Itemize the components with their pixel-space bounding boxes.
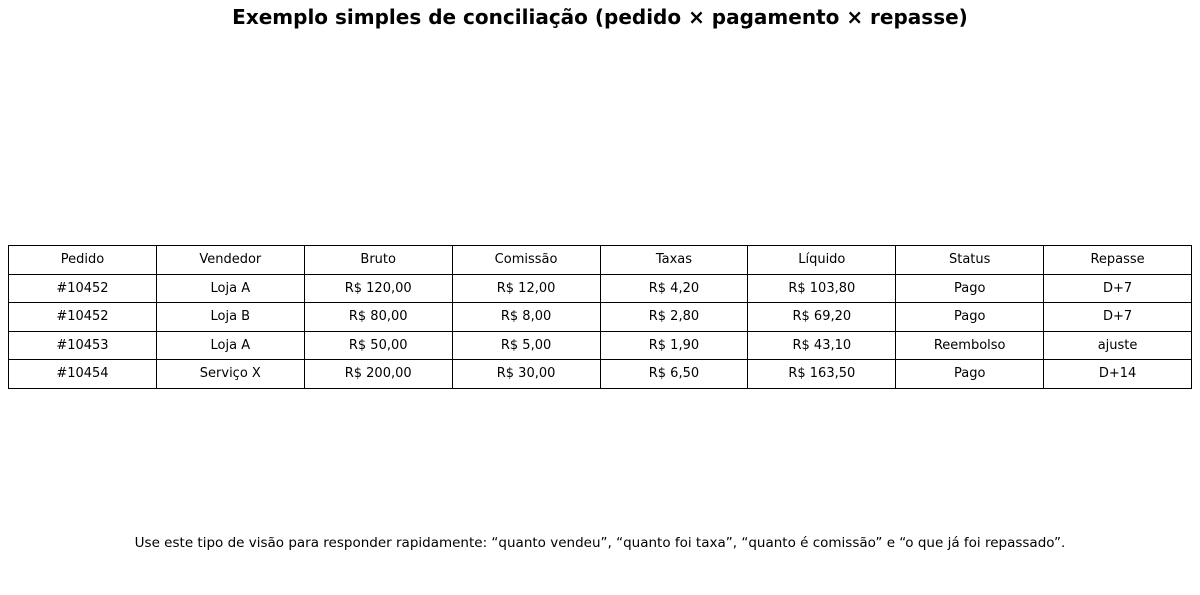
cell-liquido: R$ 103,80 [748, 274, 896, 303]
column-header-pedido: Pedido [9, 246, 157, 275]
cell-bruto: R$ 200,00 [304, 360, 452, 389]
cell-repasse: D+14 [1044, 360, 1192, 389]
cell-status: Reembolso [896, 331, 1044, 360]
cell-comissao: R$ 30,00 [452, 360, 600, 389]
column-header-comissao: Comissão [452, 246, 600, 275]
cell-vendedor: Loja A [156, 274, 304, 303]
cell-bruto: R$ 80,00 [304, 303, 452, 332]
cell-comissao: R$ 8,00 [452, 303, 600, 332]
cell-repasse: ajuste [1044, 331, 1192, 360]
cell-pedido: #10452 [9, 303, 157, 332]
cell-bruto: R$ 50,00 [304, 331, 452, 360]
cell-liquido: R$ 69,20 [748, 303, 896, 332]
table-row [9, 274, 1192, 303]
column-header-bruto: Bruto [304, 246, 452, 275]
cell-taxas: R$ 2,80 [600, 303, 748, 332]
cell-pedido: #10453 [9, 331, 157, 360]
table-row [9, 360, 1192, 389]
cell-pedido: #10454 [9, 360, 157, 389]
table-row [9, 303, 1192, 332]
cell-taxas: R$ 6,50 [600, 360, 748, 389]
table-header-row [9, 246, 1192, 275]
column-header-taxas: Taxas [600, 246, 748, 275]
cell-repasse: D+7 [1044, 303, 1192, 332]
table-row [9, 331, 1192, 360]
cell-liquido: R$ 43,10 [748, 331, 896, 360]
cell-bruto: R$ 120,00 [304, 274, 452, 303]
cell-pedido: #10452 [9, 274, 157, 303]
reconciliation-table [8, 245, 1192, 389]
cell-vendedor: Serviço X [156, 360, 304, 389]
chart-title: Exemplo simples de conciliação (pedido × pagamento × repasse) [232, 5, 968, 29]
column-header-vendedor: Vendedor [156, 246, 304, 275]
cell-repasse: D+7 [1044, 274, 1192, 303]
cell-comissao: R$ 12,00 [452, 274, 600, 303]
column-header-status: Status [896, 246, 1044, 275]
cell-status: Pago [896, 360, 1044, 389]
cell-taxas: R$ 4,20 [600, 274, 748, 303]
cell-comissao: R$ 5,00 [452, 331, 600, 360]
cell-status: Pago [896, 274, 1044, 303]
cell-taxas: R$ 1,90 [600, 331, 748, 360]
column-header-repasse: Repasse [1044, 246, 1192, 275]
column-header-liquido: Líquido [748, 246, 896, 275]
cell-liquido: R$ 163,50 [748, 360, 896, 389]
cell-vendedor: Loja A [156, 331, 304, 360]
footnote-text: Use este tipo de visão para responder rapidamente: “quanto vendeu”, “quanto foi taxa”, “quanto é comissão” e “o que já foi repassado”. [134, 535, 1066, 551]
cell-status: Pago [896, 303, 1044, 332]
cell-vendedor: Loja B [156, 303, 304, 332]
